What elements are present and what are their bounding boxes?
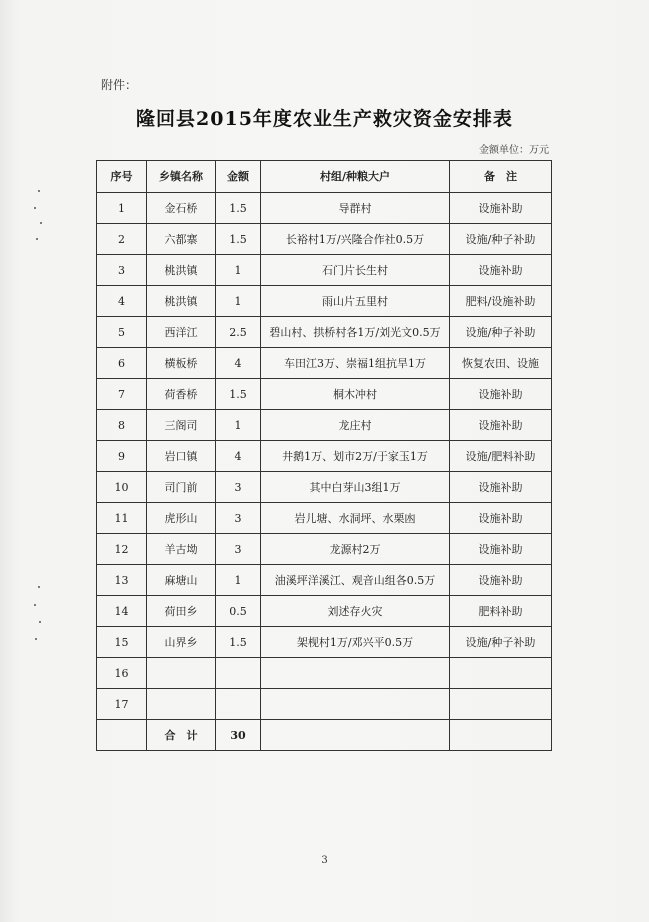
header-remarks: 备 注	[450, 161, 552, 193]
cell-township: 麻塘山	[147, 565, 216, 596]
unit-note: 金额单位：万元	[479, 145, 549, 156]
cell-township: 金石桥	[147, 193, 216, 224]
cell-remarks: 设施补助	[450, 534, 552, 565]
cell-village: 车田江3万、崇福1组抗旱1万	[261, 348, 450, 379]
cell-remarks: 设施补助	[450, 503, 552, 534]
table-row	[97, 317, 552, 348]
table-row	[97, 224, 552, 255]
cell-amount: 1	[216, 286, 261, 317]
cell-remarks: 设施补助	[450, 255, 552, 286]
cell-village: 岩儿塘、水洞坪、水栗凼	[261, 503, 450, 534]
cell-township: 山界乡	[147, 627, 216, 658]
cell-index: 14	[97, 596, 147, 627]
total-remarks	[450, 720, 552, 751]
cell-remarks: 设施/种子补助	[450, 224, 552, 255]
cell-index: 5	[97, 317, 147, 348]
table-row	[97, 689, 552, 720]
document-title: 隆回县2015年度农业生产救灾资金安排表	[136, 108, 513, 130]
table-row	[97, 472, 552, 503]
cell-township	[147, 658, 216, 689]
table-row	[97, 410, 552, 441]
cell-index: 15	[97, 627, 147, 658]
cell-amount: 2.5	[216, 317, 261, 348]
cell-village: 龙庄村	[261, 410, 450, 441]
cell-remarks: 设施补助	[450, 472, 552, 503]
page-number: 3	[321, 855, 328, 866]
cell-village: 长裕村1万/兴隆合作社0.5万	[261, 224, 450, 255]
table-row	[97, 255, 552, 286]
cell-remarks: 设施补助	[450, 193, 552, 224]
cell-township: 荷香桥	[147, 379, 216, 410]
cell-village	[261, 658, 450, 689]
margin-speck	[35, 638, 37, 640]
cell-village: 其中白芽山3组1万	[261, 472, 450, 503]
cell-amount: 3	[216, 534, 261, 565]
cell-index: 16	[97, 658, 147, 689]
cell-amount: 1	[216, 410, 261, 441]
cell-index: 11	[97, 503, 147, 534]
table-row	[97, 503, 552, 534]
table-row	[97, 596, 552, 627]
table-row	[97, 441, 552, 472]
cell-village: 石门片长生村	[261, 255, 450, 286]
cell-remarks	[450, 658, 552, 689]
margin-speck	[36, 238, 38, 240]
cell-index: 9	[97, 441, 147, 472]
table-row	[97, 379, 552, 410]
table-row	[97, 286, 552, 317]
cell-index: 12	[97, 534, 147, 565]
cell-township: 三阁司	[147, 410, 216, 441]
total-amount: 30	[216, 720, 261, 751]
cell-village: 架枧村1万/邓兴平0.5万	[261, 627, 450, 658]
cell-index: 3	[97, 255, 147, 286]
cell-remarks: 设施/种子补助	[450, 317, 552, 348]
total-village	[261, 720, 450, 751]
margin-speck	[34, 604, 36, 606]
cell-amount: 1	[216, 255, 261, 286]
cell-index: 10	[97, 472, 147, 503]
cell-township: 虎形山	[147, 503, 216, 534]
header-village: 村组/种粮大户	[261, 161, 450, 193]
cell-remarks: 肥料补助	[450, 596, 552, 627]
cell-index: 2	[97, 224, 147, 255]
margin-speck	[38, 190, 40, 192]
cell-village: 导群村	[261, 193, 450, 224]
cell-township: 桃洪镇	[147, 286, 216, 317]
total-label: 合 计	[147, 720, 216, 751]
cell-village: 刘述存火灾	[261, 596, 450, 627]
cell-remarks: 肥料/设施补助	[450, 286, 552, 317]
cell-amount: 0.5	[216, 596, 261, 627]
cell-remarks: 设施补助	[450, 379, 552, 410]
table-header-row	[97, 161, 552, 193]
table-row	[97, 348, 552, 379]
attachment-label: 附件：	[101, 78, 138, 92]
cell-index: 13	[97, 565, 147, 596]
header-index: 序号	[97, 161, 147, 193]
cell-amount: 4	[216, 441, 261, 472]
cell-village: 雨山片五里村	[261, 286, 450, 317]
margin-speck	[34, 207, 36, 209]
margin-speck	[38, 586, 40, 588]
table-row	[97, 534, 552, 565]
header-township: 乡镇名称	[147, 161, 216, 193]
cell-township: 横板桥	[147, 348, 216, 379]
cell-amount	[216, 658, 261, 689]
cell-amount: 3	[216, 503, 261, 534]
header-amount: 金额	[216, 161, 261, 193]
cell-remarks: 设施/种子补助	[450, 627, 552, 658]
cell-amount: 1.5	[216, 627, 261, 658]
cell-amount: 4	[216, 348, 261, 379]
cell-village	[261, 689, 450, 720]
cell-index: 7	[97, 379, 147, 410]
margin-speck	[39, 621, 41, 623]
cell-index: 6	[97, 348, 147, 379]
cell-township	[147, 689, 216, 720]
cell-remarks: 设施补助	[450, 410, 552, 441]
cell-index: 4	[97, 286, 147, 317]
cell-remarks: 设施补助	[450, 565, 552, 596]
cell-township: 西洋江	[147, 317, 216, 348]
table-row	[97, 565, 552, 596]
cell-township: 羊古坳	[147, 534, 216, 565]
cell-amount: 1.5	[216, 379, 261, 410]
margin-speck	[40, 222, 42, 224]
table-total-row	[97, 720, 552, 751]
cell-village: 油溪坪洋溪江、观音山组各0.5万	[261, 565, 450, 596]
table-row	[97, 193, 552, 224]
cell-village: 桐木冲村	[261, 379, 450, 410]
cell-amount: 1.5	[216, 224, 261, 255]
cell-township: 六都寨	[147, 224, 216, 255]
cell-township: 荷田乡	[147, 596, 216, 627]
cell-index: 8	[97, 410, 147, 441]
cell-village: 碧山村、拱桥村各1万/刘光文0.5万	[261, 317, 450, 348]
cell-remarks: 恢复农田、设施	[450, 348, 552, 379]
cell-amount: 1.5	[216, 193, 261, 224]
cell-township: 司门前	[147, 472, 216, 503]
cell-township: 桃洪镇	[147, 255, 216, 286]
cell-index: 17	[97, 689, 147, 720]
allocation-table	[96, 160, 552, 751]
cell-village: 井鹅1万、划市2万/于家玉1万	[261, 441, 450, 472]
table-row	[97, 627, 552, 658]
cell-amount	[216, 689, 261, 720]
cell-village: 龙源村2万	[261, 534, 450, 565]
cell-amount: 3	[216, 472, 261, 503]
cell-amount: 1	[216, 565, 261, 596]
table-row	[97, 658, 552, 689]
cell-township: 岩口镇	[147, 441, 216, 472]
cell-index: 1	[97, 193, 147, 224]
cell-remarks	[450, 689, 552, 720]
cell-remarks: 设施/肥料补助	[450, 441, 552, 472]
table-body	[97, 193, 552, 751]
total-index	[97, 720, 147, 751]
